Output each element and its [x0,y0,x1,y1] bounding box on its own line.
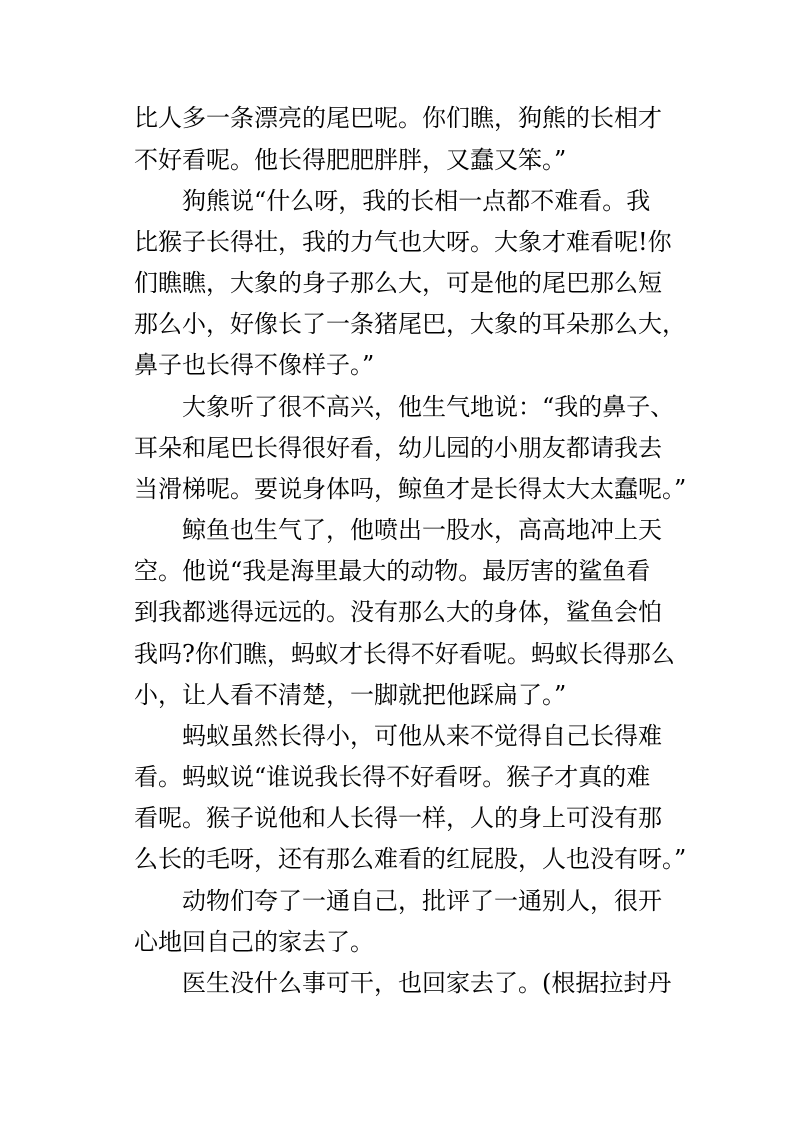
text-line: 小，让人看不清楚，一脚就把他踩扁了。” [134,681,567,709]
text-line: 空。他说“我是海里最大的动物。最厉害的鲨鱼看 [134,557,651,585]
text-line: 们瞧瞧，大象的身子那么大，可是他的尾巴那么短 [134,269,662,297]
paragraph-start-line: 医生没什么事可干，也回家去了。(根据拉封丹 [182,969,672,997]
text-line: 看。蚂蚁说“谁说我长得不好看呀。猴子才真的难 [134,763,651,791]
paragraph-start-line: 动物们夸了一通自己，批评了一通别人，很开 [182,887,662,915]
text-line: 鼻子也长得不像样子。” [134,351,375,379]
text-line: 那么小，好像长了一条猪尾巴，大象的耳朵那么大， [134,310,686,338]
paragraph-start-line: 蚂蚁虽然长得小，可他从来不觉得自己长得难 [182,722,662,750]
text-line: 心地回自己的家去了。 [134,928,374,956]
paragraph-start-line: 大象听了很不高兴，他生气地说：“我的鼻子、 [182,393,675,421]
text-line: 么长的毛呀，还有那么难看的红屁股，人也没有呀。” [134,845,687,873]
text-line: 不好看呢。他长得肥肥胖胖，又蠢又笨。” [134,146,567,174]
text-line: 到我都逃得远远的。没有那么大的身体，鲨鱼会怕 [134,598,662,626]
paragraph-start-line: 狗熊说“什么呀，我的长相一点都不难看。我 [182,187,651,215]
paragraph-start-line: 鲸鱼也生气了，他喷出一股水，高高地冲上天 [182,516,662,544]
text-line: 比猴子长得壮，我的力气也大呀。大象才难看呢!你 [134,228,672,256]
text-line: 我吗?你们瞧，蚂蚁才长得不好看呢。蚂蚁长得那么 [134,640,675,668]
text-line: 比人多一条漂亮的尾巴呢。你们瞧，狗熊的长相才 [134,104,662,132]
text-line: 当滑梯呢。要说身体吗，鲸鱼才是长得太大太蠢呢。” [134,475,687,503]
text-line: 耳朵和尾巴长得很好看，幼儿园的小朋友都请我去 [134,434,662,462]
text-line: 看呢。猴子说他和人长得一样，人的身上可没有那 [134,804,662,832]
